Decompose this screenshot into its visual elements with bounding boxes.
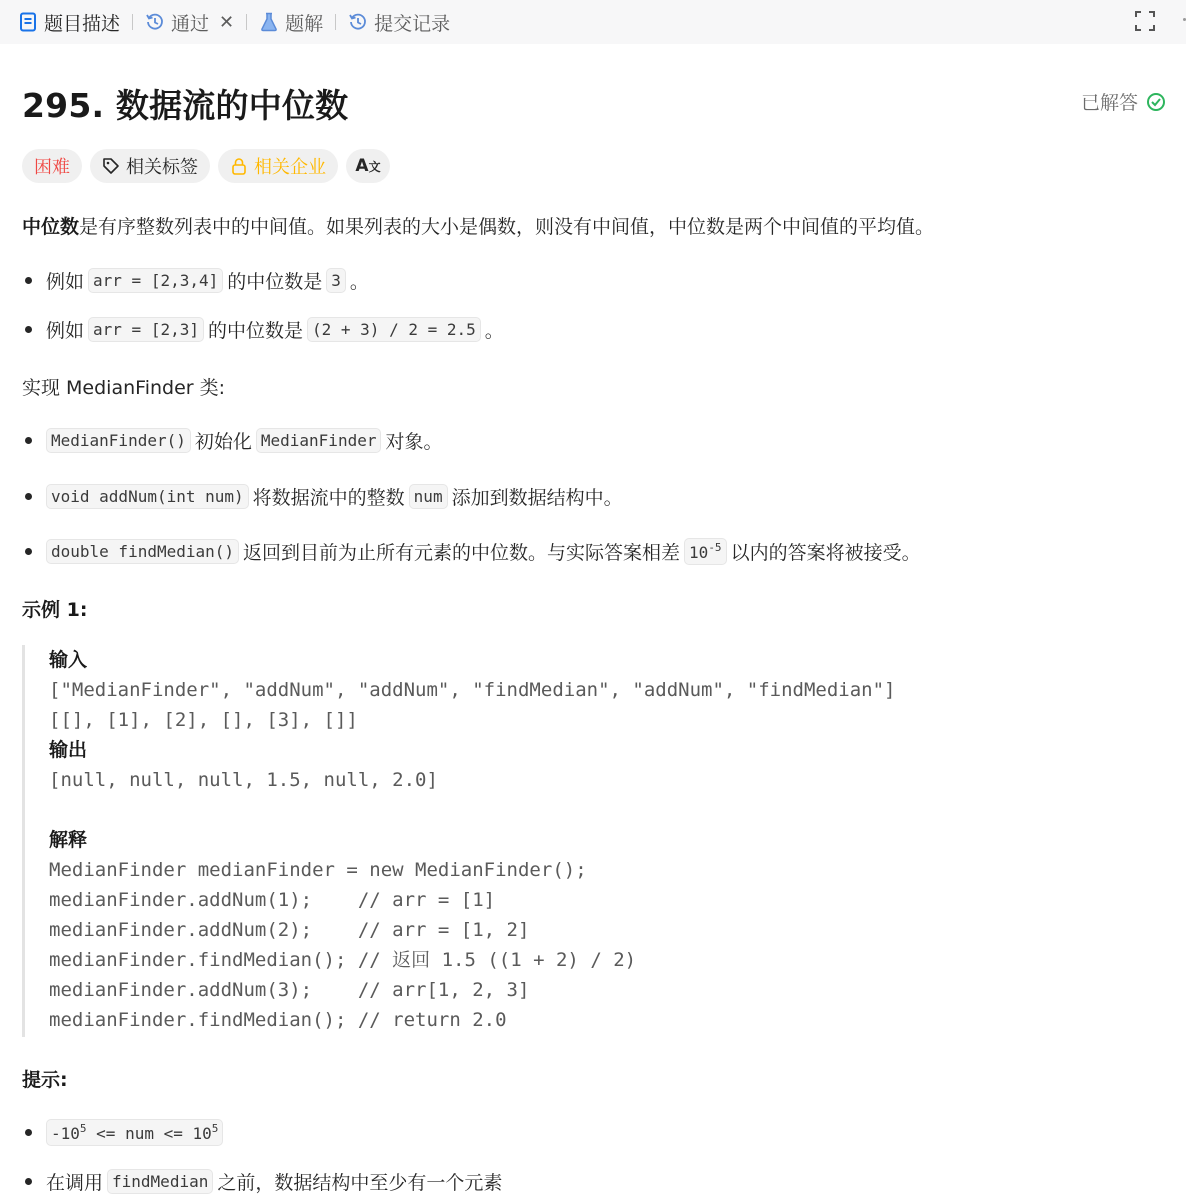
output-label: 输出 [49,739,88,761]
tab-separator [335,14,336,30]
input-label: 输入 [49,649,88,671]
list-item: double findMedian() 返回到目前为止所有元素的中位数。与实际答案相差 $10^{-5}$ 以内的答案将被接受。 [22,538,921,565]
explain-line: MedianFinder medianFinder = new MedianFinder(); [49,859,587,881]
tab-separator [132,14,133,30]
bullet [25,326,32,333]
example-heading: 示例 1: [22,599,88,621]
solved-status-label: 已解答 [1080,92,1138,114]
example-block [22,645,1022,1037]
list-item: 在调用 findMedian 之前，数据结构中至少有一个元素 [22,1168,502,1195]
check-circle-icon [1146,92,1166,112]
bullet [25,493,32,500]
explain-label: 解释 [49,829,88,851]
description-icon [18,12,38,32]
list-item: MedianFinder() 初始化 MedianFinder 对象。 [22,427,442,454]
inline-code: void addNum(int num) [46,484,249,509]
translate-icon: A文 [355,156,381,176]
tab-submissions[interactable] [348,0,450,44]
history-icon [145,12,165,32]
tab-separator [246,14,247,30]
hints-heading: 提示: [22,1069,68,1091]
bullet [25,1129,32,1136]
tag-icon [102,157,120,175]
list-item: void addNum(int num) 将数据流中的整数 num 添加到数据结构中。 [22,483,623,510]
tab-description[interactable] [18,0,120,44]
explain-line: medianFinder.addNum(3); // arr[1, 2, 3] [49,979,530,1001]
difficulty-badge: 困难 [22,149,82,183]
list-item: 例如 arr = [2,3,4] 的中位数是 3 。 [22,267,369,294]
list-item [22,1119,227,1146]
intro-text: 是有序整数列表中的中间值。如果列表的大小是偶数，则没有中间值，中位数是两个中间值的平均值。 [79,216,935,238]
list-item: 例如 arr = [2,3] 的中位数是 (2 + 3) / 2 = 2.5 。 [22,316,504,343]
bullet [25,277,32,284]
explain-line: medianFinder.findMedian(); // return 2.0 [49,1009,507,1031]
tab-solutions-label: 题解 [285,12,324,35]
inline-code: $-10^5$ <= num <= $10^5$ [46,1119,223,1146]
related-tags-button[interactable] [90,149,210,183]
history-icon [348,12,368,32]
fullscreen-icon[interactable] [1134,10,1156,32]
close-icon[interactable]: ✕ [219,11,235,33]
inline-code: arr = [2,3,4] [88,268,223,293]
related-companies-label: 相关企业 [254,157,326,178]
tab-submissions-label: 提交记录 [374,12,451,35]
bullet [25,548,32,555]
inline-code: MedianFinder() [46,428,191,453]
inline-code: num [409,484,448,509]
related-companies-button[interactable] [218,149,338,183]
related-tags-label: 相关标签 [126,157,198,178]
input-line: [[], [1], [2], [], [3], []] [49,709,358,731]
implement-text: 实现 MedianFinder 类: [22,377,226,399]
tab-accepted[interactable] [145,0,234,44]
inline-code: arr = [2,3] [88,317,204,342]
tab-solutions[interactable] [259,0,323,44]
inline-code: double findMedian() [46,539,239,564]
page-title: 295. 数据流的中位数 [22,86,349,125]
output-line: [null, null, null, 1.5, null, 2.0] [49,769,438,791]
input-line: ["MedianFinder", "addNum", "addNum", "findMedian", "addNum", "findMedian"] [49,679,896,701]
inline-code: findMedian [107,1169,213,1194]
intro-bold: 中位数 [22,216,80,238]
tab-description-label: 题目描述 [44,12,121,35]
explain-line: medianFinder.addNum(2); // arr = [1, 2] [49,919,530,941]
translate-button[interactable] [346,149,390,183]
bullet [25,437,32,444]
lock-icon [230,157,248,175]
explain-line: medianFinder.findMedian(); // 返回 1.5 ((1 + 2) / 2) [49,949,637,971]
intro-paragraph [22,212,934,239]
tag-row [22,149,390,183]
inline-code: (2 + 3) / 2 = 2.5 [307,317,481,342]
tab-accepted-label: 通过 [171,12,210,35]
inline-code: MedianFinder [256,428,382,453]
inline-code: 3 [326,268,346,293]
inline-code: $10^{-5}$ [684,538,727,565]
explain-line: medianFinder.addNum(1); // arr = [1] [49,889,496,911]
flask-icon [259,12,279,32]
bullet [25,1178,32,1185]
solved-status [1081,88,1166,115]
tab-bar [0,0,1186,44]
